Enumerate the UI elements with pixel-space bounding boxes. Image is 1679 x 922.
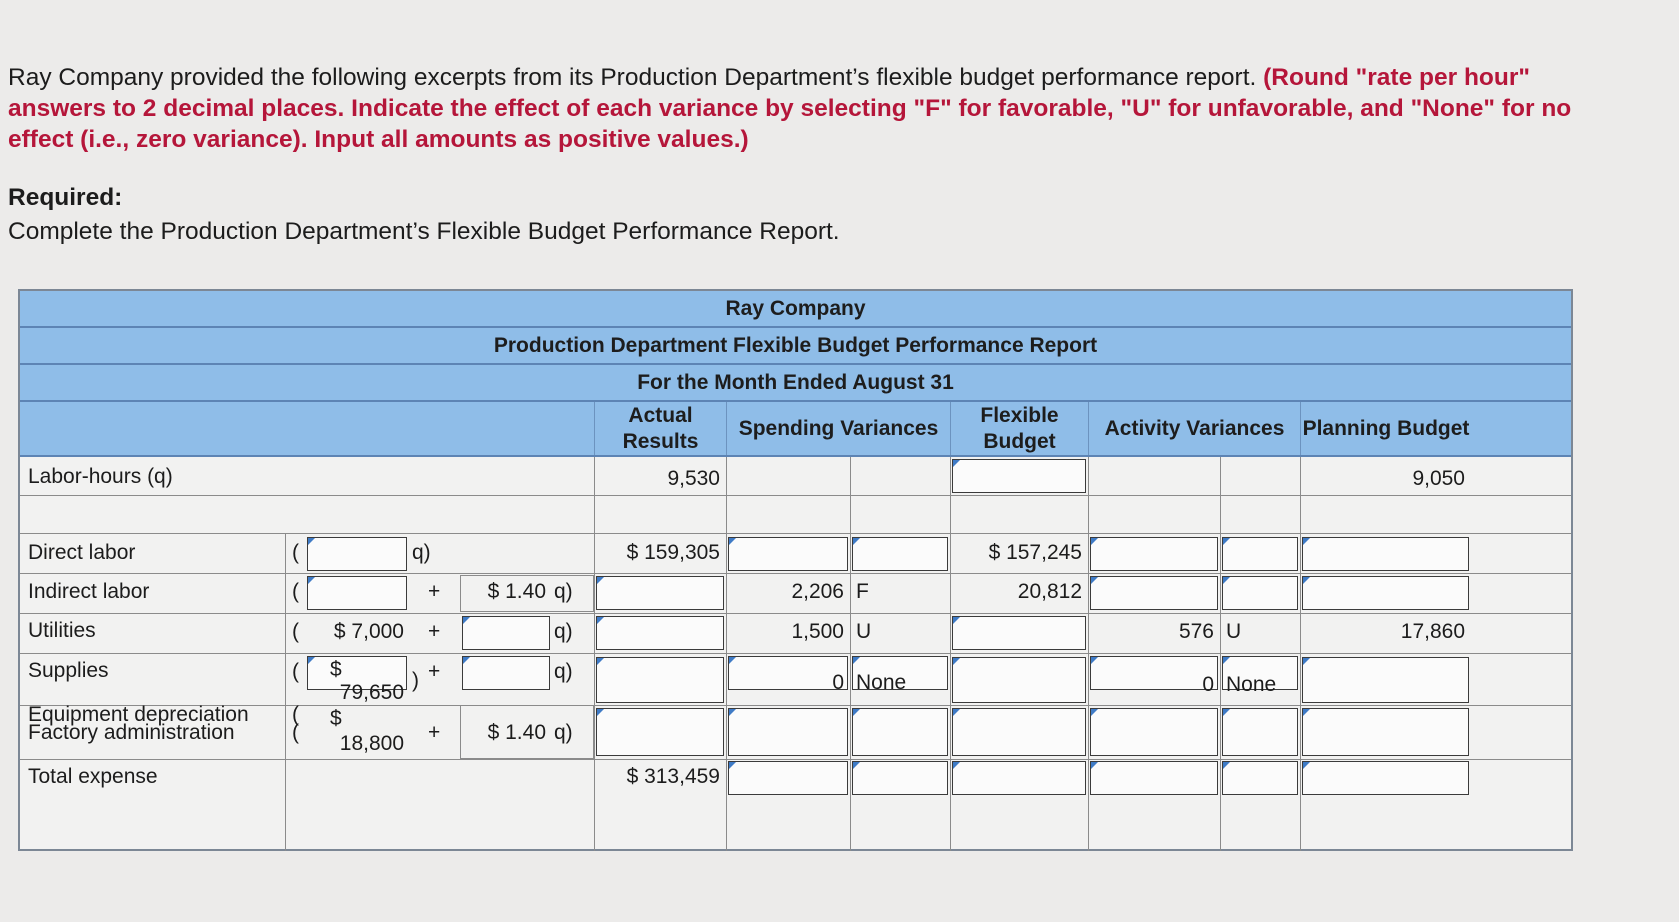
open-paren: ( — [292, 721, 299, 744]
equipment-depreciation-dollar: $ — [330, 658, 342, 681]
q-close-symbol: q) — [554, 721, 573, 744]
utilities-spending-effect: U — [856, 620, 872, 643]
direct-labor-spending-effect-select[interactable] — [852, 537, 948, 571]
column-header-band — [20, 402, 1571, 457]
open-paren: ( — [292, 660, 299, 683]
performance-report — [18, 289, 1573, 851]
direct-labor-planning-input[interactable] — [1302, 537, 1469, 571]
factory-administration-activity-effect-select[interactable] — [1222, 708, 1298, 756]
col-spending-variances: Spending Variances — [726, 402, 950, 455]
utilities-label: Utilities — [28, 619, 96, 642]
indirect-labor-planning-input[interactable] — [1302, 576, 1469, 610]
total-expense-activity-amount-input[interactable] — [1090, 761, 1218, 795]
total-expense-spending-amount-input[interactable] — [728, 761, 848, 795]
plus-symbol: + — [428, 620, 441, 643]
labor-hours-planning: 9,050 — [1412, 467, 1465, 490]
labor-hours-actual: 9,530 — [667, 467, 720, 490]
indirect-labor-activity-effect-select[interactable] — [1222, 576, 1298, 610]
direct-labor-activity-effect-select[interactable] — [1222, 537, 1298, 571]
direct-labor-actual: $ 159,305 — [626, 541, 720, 564]
total-expense-spending-effect-select[interactable] — [852, 761, 948, 795]
equipment-depreciation-flexible-input[interactable] — [952, 657, 1086, 703]
col-divider — [950, 457, 951, 851]
q-close-symbol: q) — [412, 541, 431, 564]
equipment-depreciation-activity-amount: 0 — [1202, 673, 1214, 696]
col-divider — [726, 457, 727, 851]
q-close-symbol: q) — [554, 660, 573, 683]
col-activity-variances: Activity Variances — [1088, 402, 1300, 455]
q-close-symbol: q) — [554, 580, 573, 603]
factory-administration-spending-effect-select[interactable] — [852, 708, 948, 756]
indirect-labor-actual-input[interactable] — [596, 576, 724, 610]
direct-labor-spending-amount-input[interactable] — [728, 537, 848, 571]
report-title: Production Department Flexible Budget Performance Report — [493, 334, 1098, 357]
indirect-labor-activity-amount-input[interactable] — [1090, 576, 1218, 610]
report-period: For the Month Ended August 31 — [637, 371, 954, 394]
total-expense-label: Total expense — [28, 765, 158, 788]
col-divider — [1220, 457, 1221, 851]
indirect-labor-flexible: 20,812 — [1017, 580, 1082, 603]
factory-administration-label: Factory administration — [28, 721, 235, 744]
utilities-flexible-input[interactable] — [952, 616, 1086, 650]
utilities-planning: 17,860 — [1400, 620, 1465, 643]
col-planning-budget: Planning Budget — [1300, 402, 1471, 455]
report-company: Ray Company — [725, 297, 866, 320]
indirect-labor-fixed-input[interactable] — [307, 576, 407, 610]
col-divider — [285, 533, 286, 851]
equipment-depreciation-fixed: 79,650 — [339, 681, 404, 704]
indirect-labor-spending-effect: F — [856, 580, 869, 603]
labor-hours-flexible-input[interactable] — [952, 459, 1086, 493]
indirect-labor-rate: $ 1.40 — [487, 580, 546, 603]
utilities-spending-amount: 1,500 — [791, 620, 844, 643]
col-divider — [1088, 457, 1089, 851]
utilities-activity-effect: U — [1226, 620, 1242, 643]
total-expense-planning-input[interactable] — [1302, 761, 1469, 795]
indirect-labor-label: Indirect labor — [28, 580, 150, 603]
row-divider — [20, 613, 1571, 614]
open-paren: ( — [292, 580, 299, 603]
direct-labor-flexible: $ 157,245 — [988, 541, 1082, 564]
utilities-rate-input[interactable] — [462, 616, 550, 650]
factory-administration-rate: $ 1.40 — [487, 721, 546, 744]
factory-administration-planning-input[interactable] — [1302, 708, 1469, 756]
utilities-actual-input[interactable] — [596, 616, 724, 650]
equipment-depreciation-label: Equipment depreciation — [28, 703, 249, 726]
instructions-intro: Ray Company provided the following excerpts from its Production Department’s flexible budget performance report. — [8, 64, 1257, 91]
equipment-depreciation-spending-amount: 0 — [832, 671, 844, 694]
row-divider — [20, 573, 1571, 574]
equipment-depreciation-spending-effect: None — [856, 671, 907, 694]
factory-administration-activity-amount-input[interactable] — [1090, 708, 1218, 756]
col-divider — [594, 457, 595, 851]
open-paren: ( — [292, 541, 299, 564]
supplies-rate-input[interactable] — [462, 656, 550, 690]
col-divider — [1300, 457, 1301, 851]
factory-administration-fixed: 18,800 — [339, 732, 404, 755]
factory-administration-actual-input[interactable] — [596, 708, 724, 756]
factory-administration-spending-amount-input[interactable] — [728, 708, 848, 756]
plus-symbol: + — [428, 580, 441, 603]
required-heading: Required: — [8, 184, 123, 211]
row-divider — [20, 653, 1571, 654]
factory-administration-dollar: $ — [330, 707, 342, 730]
row-divider — [20, 533, 1571, 534]
labor-hours-label: Labor-hours (q) — [28, 465, 173, 488]
instructions — [8, 62, 1628, 155]
row-divider — [20, 495, 1571, 496]
total-expense-flexible-input[interactable] — [952, 761, 1086, 795]
col-flexible-budget: Flexible Budget — [950, 402, 1088, 455]
plus-symbol: + — [428, 721, 441, 744]
equipment-depreciation-planning-input[interactable] — [1302, 657, 1469, 703]
q-close-symbol: q) — [554, 620, 573, 643]
report-title-band — [20, 328, 1571, 365]
row-divider — [20, 759, 1571, 760]
direct-labor-activity-amount-input[interactable] — [1090, 537, 1218, 571]
report-company-band — [20, 291, 1571, 328]
utilities-fixed: $ 7,000 — [333, 620, 404, 643]
equipment-depreciation-actual-input[interactable] — [596, 657, 724, 703]
open-paren: ( — [292, 703, 299, 726]
total-expense-activity-effect-select[interactable] — [1222, 761, 1298, 795]
direct-labor-rate-input[interactable] — [307, 537, 407, 571]
supplies-label: Supplies — [28, 659, 109, 682]
close-paren: ) — [412, 669, 419, 692]
open-paren: ( — [292, 620, 299, 643]
indirect-labor-spending-amount: 2,206 — [791, 580, 844, 603]
report-period-band — [20, 365, 1571, 402]
plus-symbol: + — [428, 660, 441, 683]
utilities-activity-amount: 576 — [1178, 620, 1214, 643]
direct-labor-label: Direct labor — [28, 541, 136, 564]
factory-administration-flexible-input[interactable] — [952, 708, 1086, 756]
col-actual-results: Actual Results — [594, 402, 726, 455]
instructions-emphasis: (Round "rate per hour" answers to 2 decimal places. Indicate the effect of each variance by selecting "F" for favorable, "U" for unfavorable, and "None" for no effect (i.e., zero variance). Input all amounts as positive values.) — [8, 64, 1572, 153]
total-expense-actual: $ 313,459 — [626, 765, 720, 788]
equipment-depreciation-activity-effect: None — [1226, 673, 1277, 696]
col-divider — [850, 457, 851, 851]
row-divider — [20, 705, 1571, 706]
required-text: Complete the Production Department’s Flexible Budget Performance Report. — [8, 218, 840, 245]
